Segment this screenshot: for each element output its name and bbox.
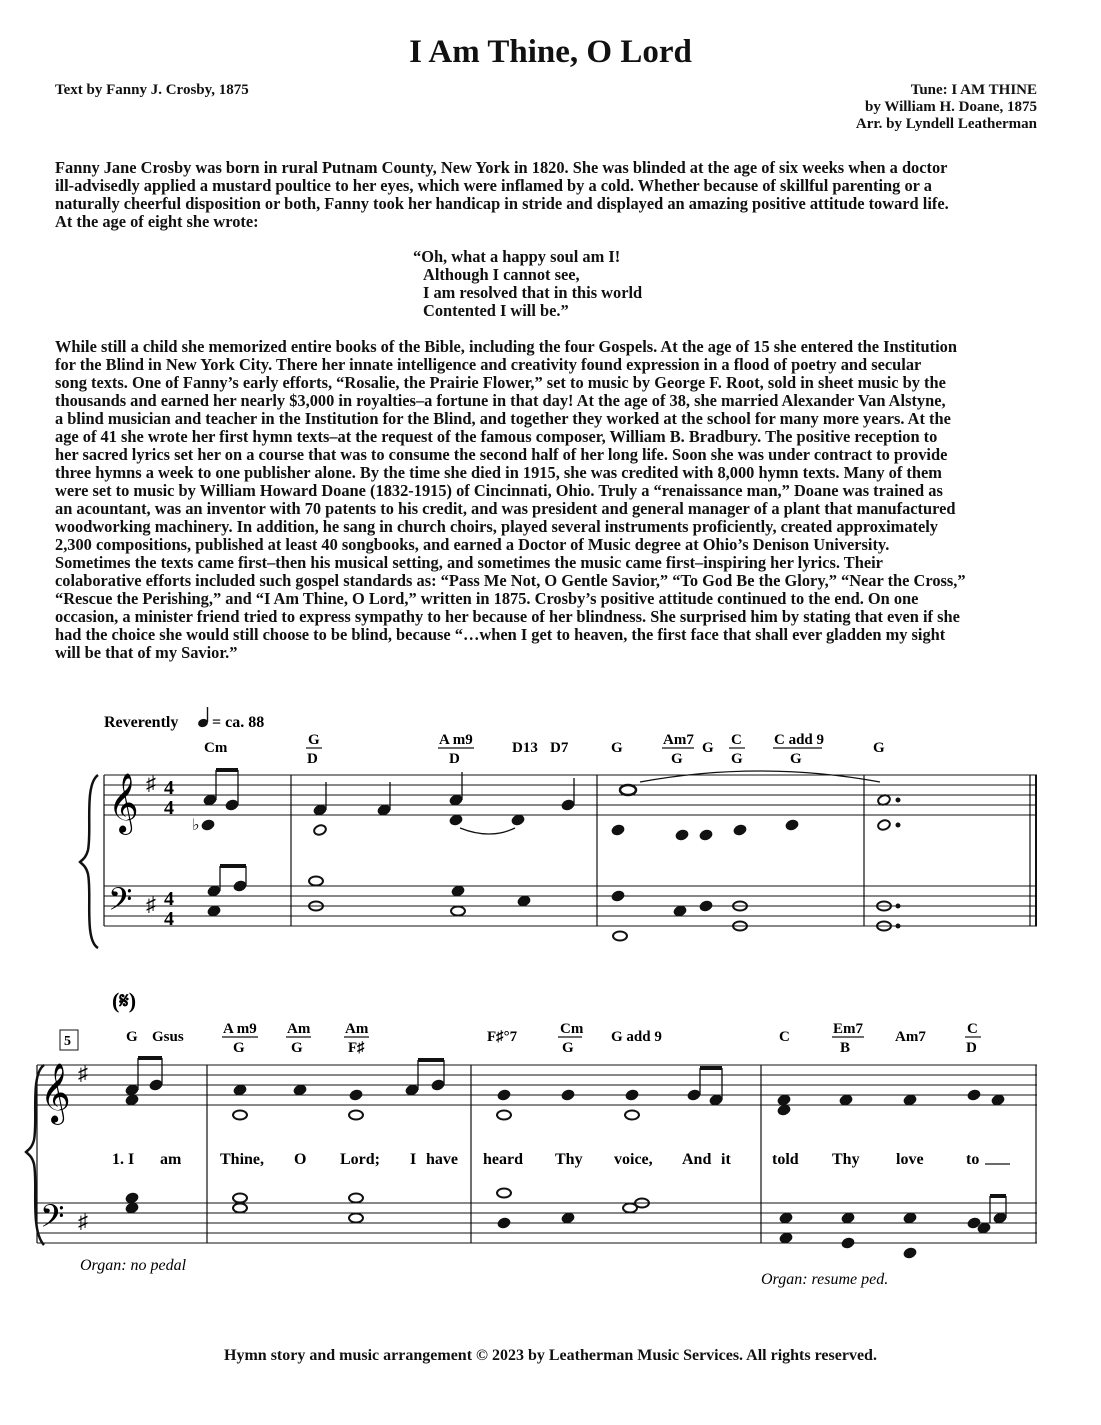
chord-symbol: G — [731, 751, 743, 767]
story-line: Fanny Jane Crosby was born in rural Putnam County, New York in 1820. She was blinded at the age of six weeks when a doctor — [55, 158, 948, 177]
lyric-syllable: told — [772, 1151, 799, 1168]
measure-number: 5 — [64, 1034, 71, 1049]
brace — [80, 775, 98, 948]
story-line: an acountant, was an inventor with 70 patents to his credit, and was president and general manager of a plant that manufactured — [55, 499, 956, 518]
page-title: I Am Thine, O Lord — [409, 34, 692, 70]
system-1 — [80, 707, 1037, 948]
poem-line: Contented I will be.” — [423, 301, 569, 320]
lyric-syllable: Thy — [555, 1151, 583, 1168]
chord-symbol: Am7 — [663, 732, 694, 748]
tune-credits — [856, 82, 1037, 133]
bass-notes — [207, 866, 900, 941]
story-line: her sacred lyrics set her on a course that was to consume the second half of her long life. Soon she was under contract to provide — [55, 445, 948, 464]
story-line: colaborative efforts included such gospel standards as: “Pass Me Not, O Gentle Savior,” “To God Be the Glory,” “Near the Cross,” — [55, 571, 966, 590]
bass-clef-icon: 𝄢 — [40, 1200, 65, 1242]
copyright-footer: Hymn story and music arrangement © 2023 by Leatherman Music Services. All rights reserved. — [224, 1347, 877, 1364]
tempo-value: = ca. 88 — [212, 714, 265, 731]
story-line: a blind musician and teacher in the Institution for the Blind, and together they worked at the school for many more years. At the — [55, 409, 951, 428]
chord-symbol: G — [611, 740, 623, 756]
story-line: “Rescue the Perishing,” and “I Am Thine, O Lord,” written in 1875. Crosby’s positive attitude continued to the end. On one — [55, 589, 919, 608]
chord-symbol: D — [449, 751, 460, 767]
story-line: At the age of eight she wrote: — [55, 212, 259, 231]
chord-symbol: B — [840, 1040, 851, 1056]
poem-line: “Oh, what a happy soul am I! — [413, 247, 621, 266]
story-line: age of 41 she wrote her first hymn texts–at the request of the famous composer, William B. Bradbury. The positive reception to — [55, 427, 938, 446]
chord-symbol: C — [779, 1029, 790, 1045]
story-line: naturally cheerful disposition or both, Fanny took her handicap in stride and displayed an amazing positive attitude toward life. — [55, 194, 949, 213]
lyric-syllable: it — [721, 1151, 731, 1168]
chord-symbol: G — [291, 1040, 303, 1056]
story-line: had the choice she would still choose to be blind, because “…when I get to heaven, the first face that shall ever gladden my sight — [55, 625, 946, 644]
story-paragraph-2 — [55, 338, 1045, 662]
story-line: ill-advisedly applied a mustard poultice to her eyes, which were inflamed by a cold. Whether because of skillful parenting or a — [55, 176, 932, 195]
bass-staff — [37, 1203, 1037, 1243]
chord-symbol: G — [702, 740, 714, 756]
story-line: While still a child she memorized entire books of the Bible, including the four Gospels. At the age of 15 she entered the Institution — [55, 337, 957, 356]
story-line: three hymns a week to one publisher alone. By the time she died in 1915, she was credited with 8,000 hymn texts. Many of them — [55, 463, 942, 482]
treble-clef-icon: 𝄞 — [40, 1065, 71, 1122]
time-signature-icon: 4 — [164, 888, 174, 910]
quarter-note-icon — [197, 707, 209, 728]
chord-symbol: Cm — [560, 1021, 584, 1037]
chord-symbol: G — [671, 751, 683, 767]
chord-symbol: C — [731, 732, 742, 748]
bass-clef-icon: 𝄢 — [108, 883, 133, 925]
chord-symbol: Am — [345, 1021, 369, 1037]
poem-line: I am resolved that in this world — [423, 283, 643, 302]
lyric-syllable: love — [896, 1151, 924, 1168]
text-credit: Text by Fanny J. Crosby, 1875 — [55, 82, 249, 98]
treble-notes — [192, 770, 900, 841]
story-line: occasion, a minister friend tried to express sympathy to her because of her blindness. She surprised him by stating that even if she — [55, 607, 960, 626]
poem-line: Although I cannot see, — [423, 265, 580, 284]
chord-symbol: G — [562, 1040, 574, 1056]
chord-symbol: D13 — [512, 740, 538, 756]
story-line: song texts. One of Fanny’s early efforts, “Rosalie, the Prairie Flower,” set to music by George F. Root, sold in sheet music by the — [55, 373, 946, 392]
chord-symbol: D — [307, 751, 318, 767]
sharp-icon: ♯ — [78, 1211, 88, 1233]
organ-no-pedal-note: Organ: no pedal — [80, 1257, 187, 1274]
sharp-icon: ♯ — [146, 894, 156, 916]
story-line: for the Blind in New York City. There her innate intelligence and creativity found expression in a flood of poetry and secular — [55, 355, 922, 374]
system-2 — [26, 988, 1037, 1288]
lyric-syllable: Lord; — [340, 1151, 380, 1168]
treble-clef-icon: 𝄞 — [108, 775, 139, 832]
music-score — [0, 690, 1101, 1310]
chord-symbol: C add 9 — [774, 732, 825, 748]
chord-symbol: Am — [287, 1021, 311, 1037]
lyric-syllable: Thy — [832, 1151, 860, 1168]
time-signature-icon: 4 — [164, 777, 174, 799]
chord-symbol: Am7 — [895, 1029, 926, 1045]
composer-credit: by William H. Doane, 1875 — [865, 99, 1037, 115]
lyric-syllable: am — [160, 1151, 182, 1168]
story-line: thousands and earned her nearly $3,000 in royalties–a fortune in that day! At the age of 38, she married Alexander Van Alstyne, — [55, 391, 946, 410]
chord-symbol: G — [790, 751, 802, 767]
lyric-syllable: have — [426, 1151, 458, 1168]
poem-quote — [413, 248, 642, 320]
arranger-credit: Arr. by Lyndell Leatherman — [855, 116, 1037, 132]
chord-symbol: F♯ — [348, 1040, 365, 1056]
chord-symbol: Cm — [204, 740, 228, 756]
story-line: were set to music by William Howard Doane (1832-1915) of Cincinnati, Ohio. Truly a “renaissance man,” Doane was trained as — [55, 481, 943, 500]
lyric-syllable: to — [966, 1151, 980, 1168]
chord-symbol: Em7 — [833, 1021, 863, 1037]
tune-name: Tune: I AM THINE — [910, 82, 1037, 98]
lyric-syllable: heard — [483, 1151, 523, 1168]
story-line: woodworking machinery. In addition, he sang in church choirs, played several instruments proficiently, created approximately — [55, 517, 939, 536]
story-paragraph-1 — [55, 159, 1045, 231]
story-line: Sometimes the texts came first–then his musical setting, and sometimes the music came first–inspiring her lyrics. Their — [55, 553, 883, 572]
lyric-syllable: voice, — [614, 1151, 653, 1168]
lyric-syllable: 1. I — [112, 1151, 135, 1168]
lyric-syllable: I — [410, 1151, 417, 1168]
chord-symbol: A m9 — [439, 732, 473, 748]
lyric-syllable: And — [682, 1151, 712, 1168]
tempo-marking: Reverently — [104, 714, 179, 731]
chord-symbol: G — [126, 1029, 138, 1045]
barlines — [104, 775, 1036, 926]
treble-staff — [37, 1065, 1037, 1105]
barlines — [37, 1065, 1036, 1243]
chord-symbol: D — [966, 1040, 977, 1056]
chord-symbol: G — [233, 1040, 245, 1056]
chord-symbol: Gsus — [152, 1029, 184, 1045]
time-signature-icon: 4 — [164, 797, 174, 819]
sharp-icon: ♯ — [146, 773, 156, 795]
story-line: will be that of my Savior.” — [55, 643, 238, 662]
chord-symbol: G — [873, 740, 885, 756]
lyrics-line — [112, 1151, 1010, 1168]
chord-symbol: A m9 — [223, 1021, 257, 1037]
time-signature-icon: 4 — [164, 908, 174, 930]
chord-symbol: D7 — [550, 740, 569, 756]
lyric-syllable: O — [294, 1151, 307, 1168]
svg-text:♭: ♭ — [192, 817, 200, 834]
story-line: 2,300 compositions, published at least 40 songbooks, and earned a Doctor of Music degree at Ohio’s Denison University. — [55, 535, 890, 554]
organ-resume-pedal-note: Organ: resume ped. — [761, 1271, 889, 1288]
chord-symbol: G add 9 — [611, 1029, 662, 1045]
chord-symbol: G — [308, 732, 320, 748]
lyric-syllable: Thine, — [220, 1151, 265, 1168]
treble-notes — [125, 1058, 1005, 1120]
chord-symbol: F♯°7 — [487, 1029, 518, 1045]
chord-symbol: C — [967, 1021, 978, 1037]
segno-sign: (𝄋) — [112, 988, 137, 1013]
sharp-icon: ♯ — [78, 1063, 88, 1085]
bass-notes — [125, 1189, 1007, 1260]
